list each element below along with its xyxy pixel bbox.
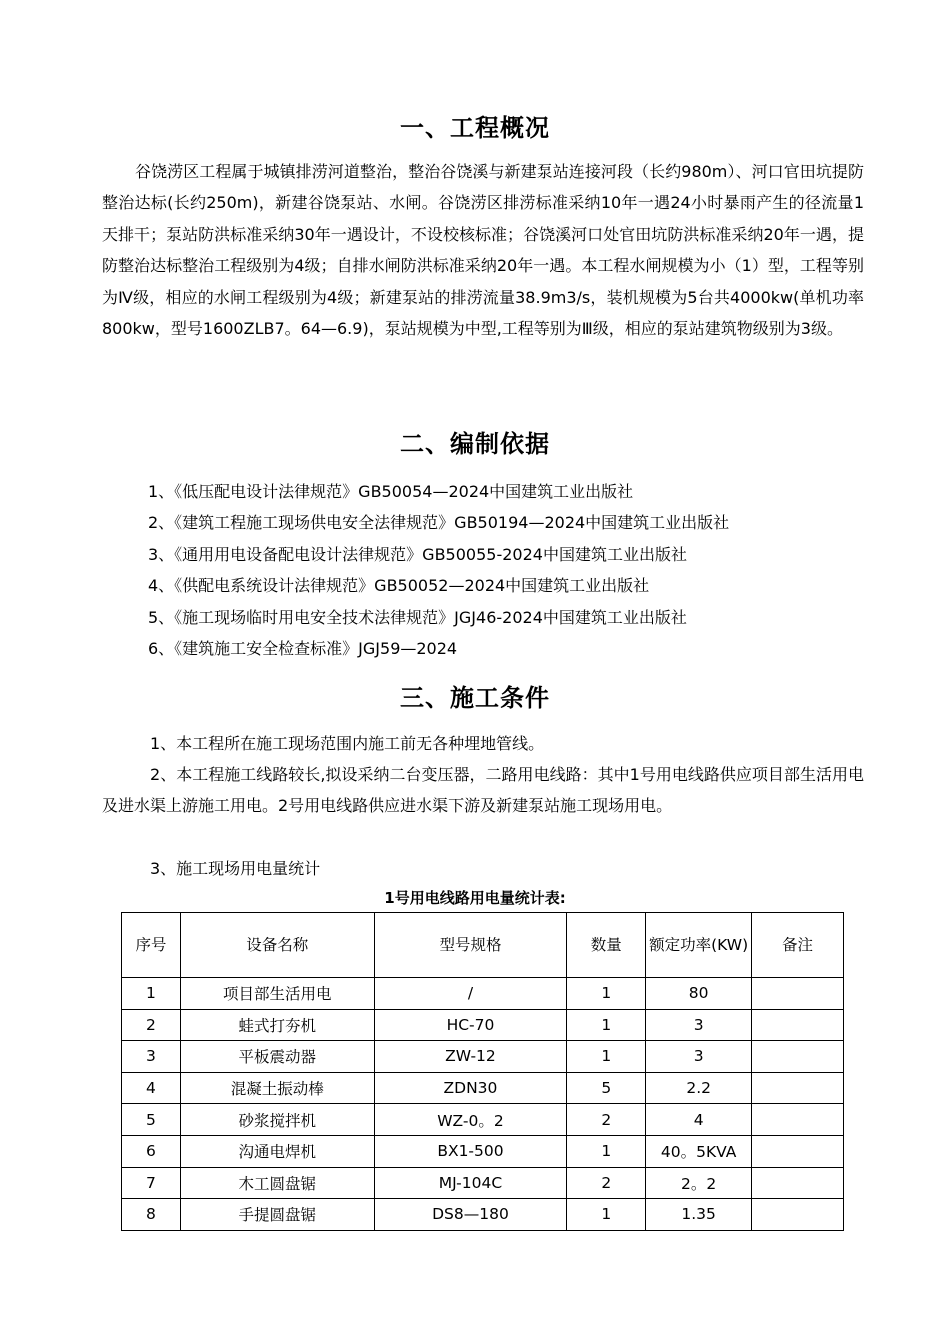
table-cell: 砂浆搅拌机: [180, 1104, 374, 1136]
table-cell: 1: [567, 978, 646, 1010]
table-cell: 1: [567, 1009, 646, 1041]
table-header-row: [122, 913, 844, 978]
table-cell: [752, 978, 844, 1010]
table-cell: [752, 1009, 844, 1041]
condition-3: 3、施工现场用电量统计: [150, 859, 321, 878]
reference-item: 4、《供配电系统设计法律规范》GB50052—2024中国建筑工业出版社: [148, 576, 650, 596]
table-cell: 蛙式打夯机: [180, 1009, 374, 1041]
table-cell: 4: [122, 1072, 181, 1104]
table-cell: MJ-104C: [374, 1167, 567, 1199]
table-row: [122, 1167, 844, 1199]
table-cell: 5: [567, 1072, 646, 1104]
reference-list: [148, 476, 868, 664]
table-cell: 手提圆盘锯: [180, 1199, 374, 1231]
table-cell: [752, 1167, 844, 1199]
table-cell: 沟通电焊机: [180, 1135, 374, 1167]
reference-item: 1、《低压配电设计法律规范》GB50054—2024中国建筑工业出版社: [148, 482, 634, 501]
table-cell: 2。2: [646, 1167, 752, 1199]
table-cell: [752, 1104, 844, 1136]
reference-item: 6、《建筑施工安全检查标准》JGJ59—2024: [148, 638, 458, 658]
table-cell: WZ-0。2: [374, 1104, 567, 1136]
table-caption: 1号用电线路用电量统计表:: [384, 889, 566, 907]
table-cell: 项目部生活用电: [180, 978, 374, 1010]
table-cell: 5: [122, 1104, 181, 1136]
table-cell: DS8—180: [374, 1199, 567, 1231]
table-row: [122, 1041, 844, 1073]
table-cell: ZDN30: [374, 1072, 567, 1104]
section-3-title: 三、施工条件: [400, 684, 550, 712]
table-cell: 1: [122, 978, 181, 1010]
table-cell: [752, 1135, 844, 1167]
table-cell: 平板震动器: [180, 1041, 374, 1073]
table-cell: HC-70: [374, 1009, 567, 1041]
header-cell: 型号规格: [374, 913, 567, 978]
table-cell: 2: [567, 1167, 646, 1199]
header-cell: 额定功率(KW): [646, 913, 752, 978]
table-row: [122, 978, 844, 1010]
table-row: [122, 1135, 844, 1167]
table-cell: 6: [122, 1135, 181, 1167]
table-cell: BX1-500: [374, 1135, 567, 1167]
table-cell: ZW-12: [374, 1041, 567, 1073]
table-row: [122, 1009, 844, 1041]
table-cell: 3: [646, 1009, 752, 1041]
table-cell: 2: [567, 1104, 646, 1136]
header-cell: 序号: [122, 913, 181, 978]
table-cell: 木工圆盘锯: [180, 1167, 374, 1199]
table-cell: 3: [122, 1041, 181, 1073]
table-row: [122, 1072, 844, 1104]
table-cell: 8: [122, 1199, 181, 1231]
table-cell: 2.2: [646, 1072, 752, 1104]
table-cell: 40。5KVA: [646, 1135, 752, 1167]
condition-1: 1、本工程所在施工现场范围内施工前无各种埋地管线。: [150, 734, 545, 753]
reference-item: 5、《施工现场临时用电安全技术法律规范》JGJ46-2024中国建筑工业出版社: [148, 607, 687, 627]
table-cell: 混凝土振动棒: [180, 1072, 374, 1104]
table-cell: 1: [567, 1199, 646, 1231]
table-row: [122, 1199, 844, 1231]
power-usage-table: [121, 912, 844, 1231]
table-cell: 2: [122, 1009, 181, 1041]
section-1-body: 谷饶涝区工程属于城镇排涝河道整治，整治谷饶溪与新建泵站连接河段（长约980m）、河口官田坑提防整治达标(长约250m)，新建谷饶泵站、水闸。谷饶涝区排涝标准采纳10年一遇24小时暴雨产生的径流量1天排干；泵站防洪标准采纳30年一遇设计，不设校核标准；谷饶溪河口处官田坑防洪标准采纳20年一遇，提防整治达标整治工程级别为4级；自排水闸防洪标准采纳20年一遇。本工程水闸规模为小（1）型，工程等别为Ⅳ级，相应的水闸工程级别为4级；新建泵站的排涝流量38.9m3/s，装机规模为5台共4000kw(单机功率800kw，型号1600ZLB7。64—6.9)，泵站规模为中型,工程等别为Ⅲ级，相应的泵站建筑物级别为3级。: [102, 162, 864, 339]
table-cell: 4: [646, 1104, 752, 1136]
section-2-title: 二、编制依据: [400, 430, 550, 458]
table-cell: /: [374, 978, 567, 1010]
reference-item: 2、《建筑工程施工现场供电安全法律规范》GB50194—2024中国建筑工业出版社: [148, 513, 730, 533]
table-cell: 1: [567, 1041, 646, 1073]
table-cell: [752, 1199, 844, 1231]
header-cell: 数量: [567, 913, 646, 978]
table-cell: 7: [122, 1167, 181, 1199]
table-cell: [752, 1041, 844, 1073]
table-cell: 1: [567, 1135, 646, 1167]
table-cell: 3: [646, 1041, 752, 1073]
table-cell: 80: [646, 978, 752, 1010]
table-cell: [752, 1072, 844, 1104]
header-cell: 设备名称: [180, 913, 374, 978]
reference-item: 3、《通用用电设备配电设计法律规范》GB50055-2024中国建筑工业出版社: [148, 544, 687, 564]
header-cell: 备注: [752, 913, 844, 978]
table-cell: 1.35: [646, 1199, 752, 1231]
section-1-title: 一、工程概况: [400, 114, 550, 142]
table-row: [122, 1104, 844, 1136]
condition-2: 2、本工程施工线路较长,拟设采纳二台变压器，二路用电线路：其中1号用电线路供应项目部生活用电及进水渠上游施工用电。2号用电线路供应进水渠下游及新建泵站施工现场用电。: [102, 765, 864, 816]
